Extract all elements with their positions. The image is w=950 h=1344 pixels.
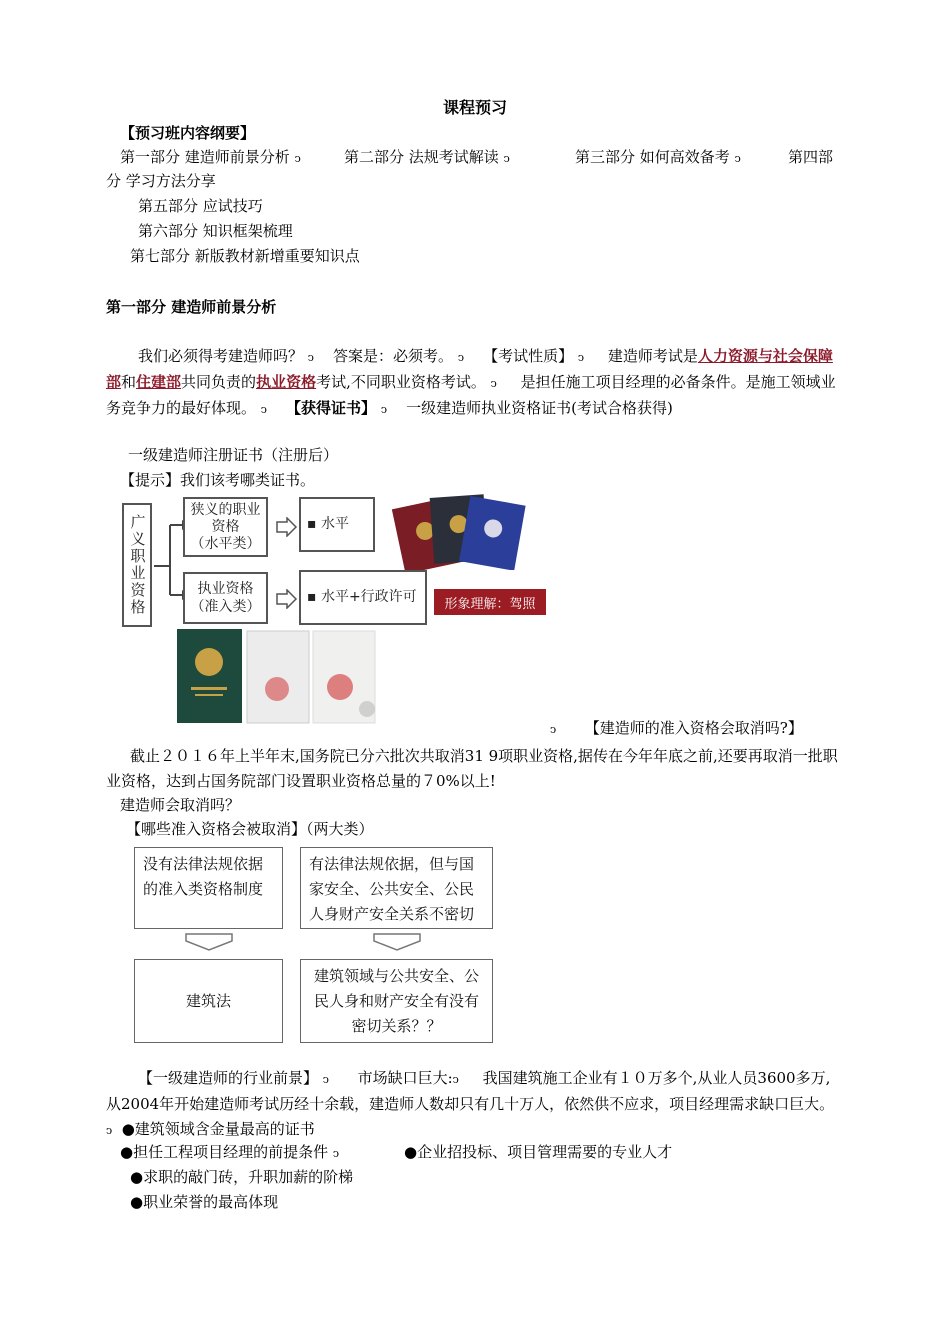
which-cancelled-heading: 【哪些准入资格会被取消】（两大类）	[126, 820, 374, 838]
image-caption-driver-license: 形象理解：驾照	[434, 589, 546, 615]
highlight-mohurd: 住建部	[136, 373, 182, 391]
bullet-career-stepping-stone: ●求职的敲门砖，升职加薪的阶梯	[130, 1168, 354, 1186]
outline-line1-a: 第一部分 建造师前景分析 ↄ	[120, 148, 301, 166]
bullet-professional-honor: ●职业荣誉的最高体现	[130, 1193, 279, 1211]
outline-line1-d: 第四部	[788, 148, 834, 166]
outline-line3: 第五部分 应试技巧	[138, 197, 263, 215]
section1-title: 第一部分 建造师前景分析	[106, 298, 277, 316]
broad-qualification-box: 广义职业资格	[122, 503, 152, 627]
paragraph-cancellation: 截止２０１６年上半年末,国务院已分六批次共取消31 9项职业资格,据传在今年年底之前,还要再取消一批职业资格，达到占国务院部门设置职业资格总量的７0%以上!	[106, 747, 838, 790]
arrow-icon	[276, 589, 298, 609]
arrow-icon	[276, 517, 298, 537]
outline-line5: 第七部分 新版教材新增重要知识点	[130, 247, 360, 265]
bullet-prerequisite: ●担任工程项目经理的前提条件 ↄ	[120, 1143, 340, 1161]
narrow-qualification-box: 狭义的职业 资格 （水平类）	[183, 497, 268, 557]
highlight-practice-qualification: 执业资格	[256, 373, 317, 391]
cancel-question: ↄ 【建造师的准入资格会取消吗?】	[550, 719, 803, 737]
paragraph-exam-nature: 我们必须得考建造师吗？ ↄ 答案是：必须考。 ↄ 【考试性质】 ↄ 建造师考试是人力资源与社会保障部和住建部共同负责的执业资格考试,不同职业资格考试。 ↄ 是担任施工项目经理的必备条件。是施工领域业务竞争力的最好体现。 ↄ 【获得证书】 ↄ 一级建造师执业资格证书(考试合格获得)	[106, 347, 836, 417]
box-relationship-question: 建筑领域与公共安全、公民人身和财产安全有没有密切关系？？	[300, 959, 493, 1043]
outline-line4: 第六部分 知识框架梳理	[138, 222, 293, 240]
level-license-result-box: ▪ 水平+行政许可	[299, 570, 427, 625]
highlight-mohrss: 人力资源与社会保障部	[106, 347, 833, 391]
page-title: 课程预习	[443, 98, 508, 117]
paragraph-industry-prospects: 【一级建造师的行业前景】 ↄ 市场缺口巨大:ↄ 我国建筑施工企业有１０万多个,从业人员3600多万,从2004年开始建造师考试历经十余载，建造师人数却只有几十万人，依然供不应求，项目经理需求缺口巨大。 ↄ ●建筑领域含金量最高的证书	[106, 1069, 835, 1138]
down-arrow-icon	[372, 932, 422, 952]
outline-line1-b: 第二部分 法规考试解读 ↄ	[344, 148, 510, 166]
box-legal-basis-not-related: 有法律法规依据，但与国家安全、公共安全、公民人身财产安全关系不密切	[300, 847, 493, 929]
question-will-cancel: 建造师会取消吗？	[120, 796, 241, 814]
registration-certificate: 一级建造师注册证书（注册后）	[128, 446, 339, 464]
outline-line2: 分 学习方法分享	[106, 172, 216, 190]
certificate-photos-image	[177, 629, 377, 724]
certificate-booklets-image	[390, 490, 530, 570]
box-construction-law: 建筑法	[134, 959, 283, 1043]
down-arrow-icon	[184, 932, 234, 952]
bullet-professional-talent: ●企业招投标、项目管理需要的专业人才	[404, 1143, 673, 1161]
outline-heading: 【预习班内容纲要】	[120, 124, 256, 142]
practice-qualification-box: 执业资格 （准入类）	[183, 572, 268, 624]
outline-line1-c: 第三部分 如何高效备考 ↄ	[575, 148, 741, 166]
level-result-box: ▪ 水平	[299, 497, 375, 552]
tip-line: 【提示】我们该考哪类证书。	[120, 471, 316, 489]
box-no-legal-basis: 没有法律法规依据的准入类资格制度	[134, 847, 283, 929]
